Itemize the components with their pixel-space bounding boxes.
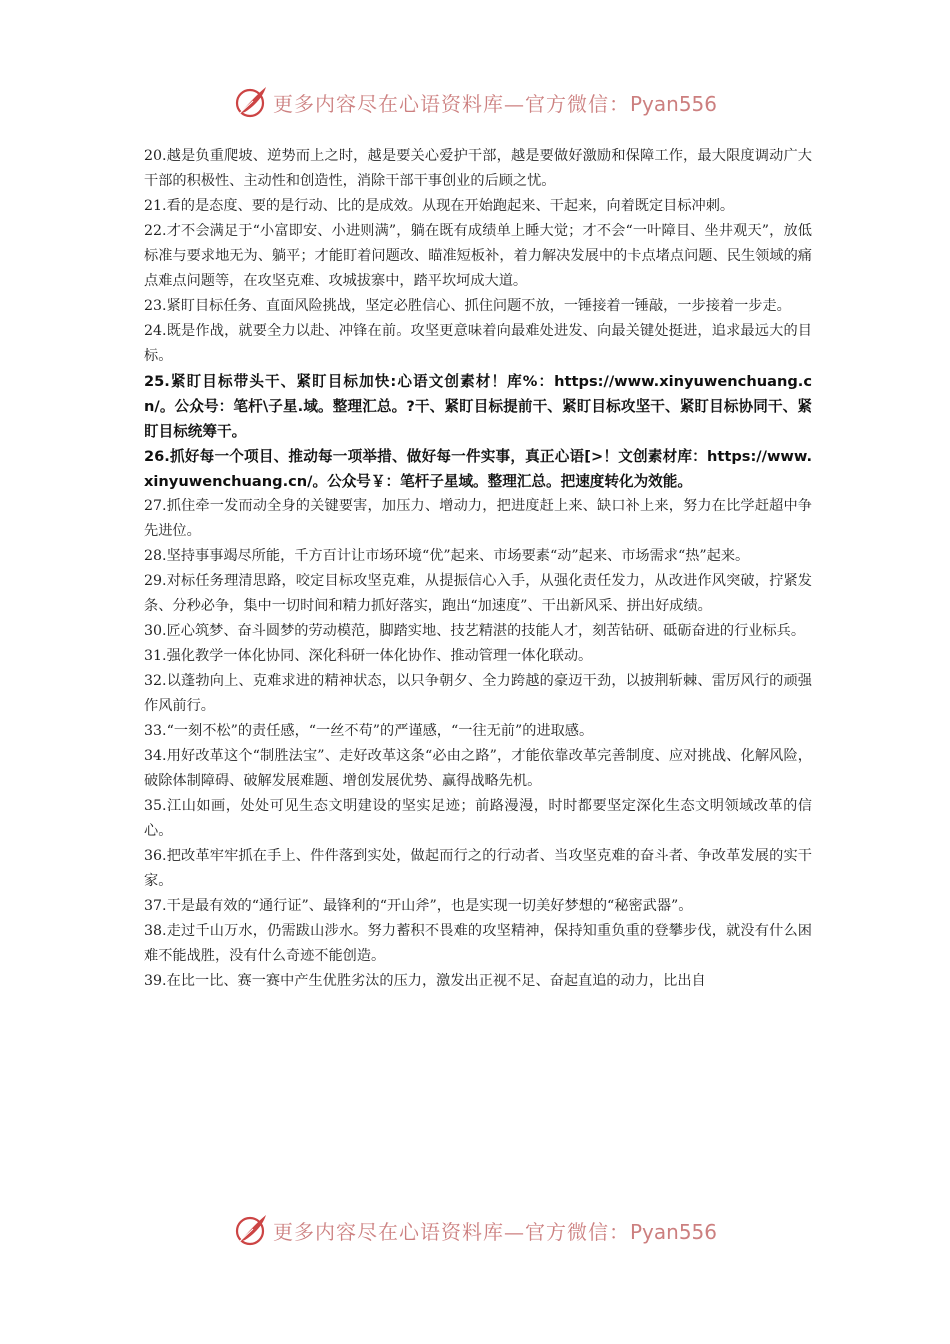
list-item: 25.紧盯目标带头干、紧盯目标加快:心语文创素材！库%：https://www.xinyuwenchuang.cn/。公众号：笔杆\子星.域。整理汇总。?干、紧盯目标提前干、紧盯目标攻坚干、紧盯目标协同干、紧盯目标统筹干。 [144, 373, 812, 440]
list-item: 32.以蓬勃向上、克难求进的精神状态，以只争朝夕、全力跨越的豪迈干劲，以披荆斩棘、雷厉风行的顽强作风前行。 [144, 673, 812, 714]
quill-logo-icon [233, 1212, 269, 1248]
list-item: 23.紧盯目标任务、直面风险挑战，坚定必胜信心、抓住问题不放，一锤接着一锤敲，一步接着一步走。 [144, 298, 791, 314]
banner-wechat-id: Pyan556 [629, 91, 717, 116]
list-item: 36.把改革牢牢抓在手上、件件落到实处，做起而行之的行动者、当攻坚克难的奋斗者、争改革发展的实干家。 [144, 848, 812, 889]
banner-cn-text: 更多内容尽在心语资料库—官方微信： [272, 1219, 630, 1244]
list-item: 35.江山如画，处处可见生态文明建设的坚实足迹；前路漫漫，时时都要坚定深化生态文明领域改革的信心。 [144, 798, 812, 839]
list-item: 30.匠心筑梦、奋斗圆梦的劳动模范，脚踏实地、技艺精湛的技能人才，刻苦钻研、砥砺奋进的行业标兵。 [144, 623, 806, 639]
list-item: 22.才不会满足于“小富即安、小进则满”，躺在既有成绩单上睡大觉；才不会“一叶障目、坐井观天”，放低标准与要求地无为、躺平；才能盯着问题改、瞄准短板补，着力解决发展中的卡点堵点问题、民生领域的痛点难点问题等，在攻坚克难、攻城拔寨中，踏平坎坷成大道。 [144, 223, 812, 289]
quill-logo-icon [233, 84, 269, 120]
list-item: 28.坚持事事竭尽所能，千方百计让市场环境“优”起来、市场要素“动”起来、市场需求“热”起来。 [144, 548, 750, 564]
list-item: 33.“一刻不松”的责任感，“一丝不苟”的严谨感，“一往无前”的进取感。 [144, 723, 594, 739]
list-item: 21.看的是态度、要的是行动、比的是成效。从现在开始跑起来、干起来，向着既定目标冲刺。 [144, 198, 735, 214]
list-item: 39.在比一比、赛一赛中产生优胜劣汰的压力，激发出正视不足、奋起直追的动力，比出自 [144, 973, 706, 989]
list-item: 34.用好改革这个“制胜法宝”、走好改革这条“必由之路”，才能依靠改革完善制度、应对挑战、化解风险，破除体制障碍、破解发展难题、增创发展优势、赢得战略先机。 [144, 748, 812, 789]
list-item: 26.抓好每一个项目、推动每一项举措、做好每一件实事，真正心语[>！文创素材库：https://www.xinyuwenchuang.cn/。公众号￥：笔杆子星域。整理汇总。把速度转化为效能。 [144, 448, 812, 490]
list-item: 27.抓住牵一发而动全身的关键要害，加压力、增动力，把进度赶上来、缺口补上来，努力在比学赶超中争先进位。 [144, 498, 812, 539]
list-item: 38.走过千山万水，仍需跋山涉水。努力蓄积不畏难的攻坚精神，保持知重负重的登攀步伐，就没有什么困难不能战胜，没有什么奇迹不能创造。 [144, 923, 812, 964]
header-banner [0, 82, 950, 122]
banner-wechat-id: Pyan556 [629, 1219, 717, 1244]
list-item: 20.越是负重爬坡、逆势而上之时，越是要关心爱护干部，越是要做好激励和保障工作，最大限度调动广大干部的积极性、主动性和创造性，消除干部干事创业的后顾之忧。 [144, 148, 812, 189]
footer-banner [0, 1210, 950, 1250]
list-item: 31.强化教学一体化协同、深化科研一体化协作、推动管理一体化联动。 [144, 648, 593, 664]
list-item: 37.干是最有效的“通行证”、最锋利的“开山斧”，也是实现一切美好梦想的“秘密武器”。 [144, 898, 693, 914]
list-item: 29.对标任务理清思路，咬定目标攻坚克难，从提振信心入手，从强化责任发力，从改进作风突破，拧紧发条、分秒必争，集中一切时间和精力抓好落实，跑出“加速度”、干出新风采、拼出好成绩。 [144, 573, 812, 614]
banner-cn-text: 更多内容尽在心语资料库—官方微信： [272, 91, 630, 116]
main-text-body [144, 144, 812, 994]
list-item: 24.既是作战，就要全力以赴、冲锋在前。攻坚更意味着向最难处进发、向最关键处挺进，追求最远大的目标。 [144, 323, 812, 364]
